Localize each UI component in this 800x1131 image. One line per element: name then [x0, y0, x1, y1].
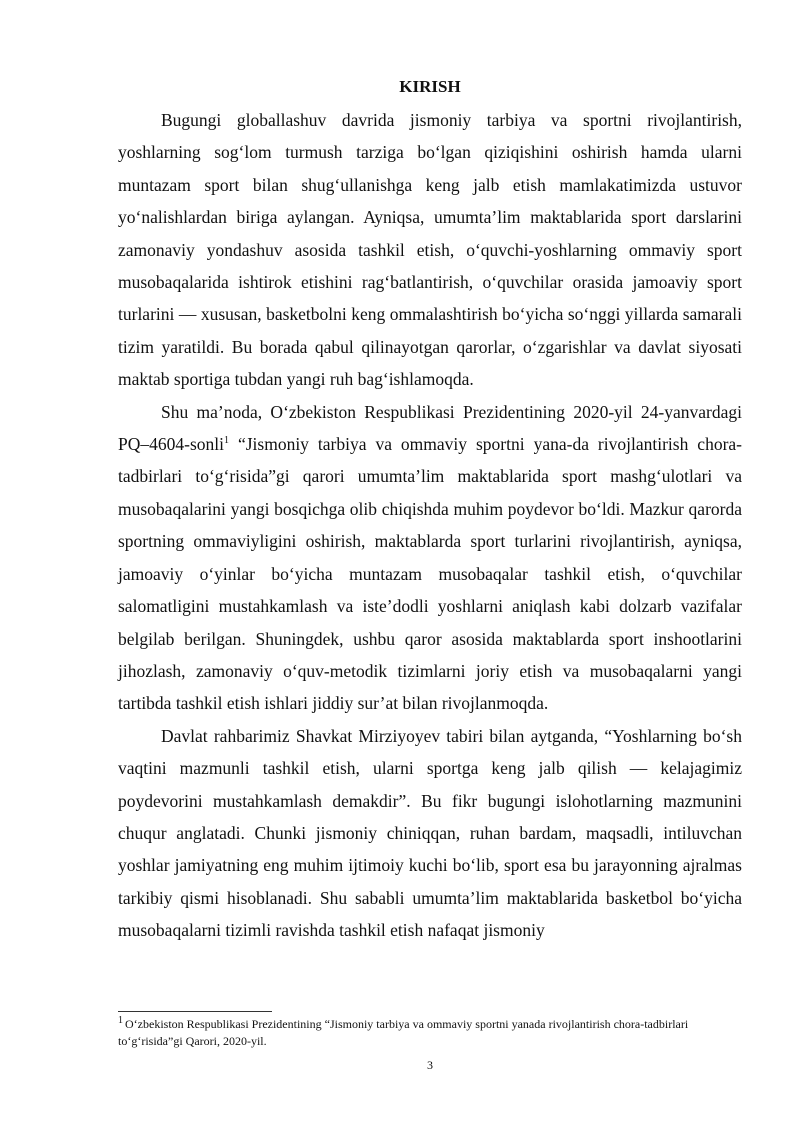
paragraph-3: Davlat rahbarimiz Shavkat Mirziyoyev tabiri bilan aytganda, “Yoshlarning bo‘sh vaqtini mazmunli tashkil etish, ularni sportga keng jalb qilish — kelajagimiz poydevorini mustahkamlash demakdir”. Bu fikr bugungi islohotlarning mazmunini chuqur anglatadi. Chunki jismoniy chiniqqan, ruhan bardam, maqsadli, intiluvchan yoshlar jamiyatning eng muhim ijtimoiy kuchi bo‘lib, sport esa bu jarayonning ajralmas tarkibiy qismi hisoblanadi. Shu sababli umumta’lim maktablarida basketbol bo‘yicha musobaqalarni tizimli ravishda tashkil etish nafaqat jismoniy: [118, 725, 742, 941]
document-body: [118, 70, 742, 947]
section-title: KIRISH: [399, 77, 461, 96]
page-number: 3: [427, 1058, 433, 1072]
paragraph-2-text-end: “Jismoniy tarbiya va ommaviy sportni yana-da rivojlantirish chora-tadbirlari to‘g‘risida”gi qarori umumta’lim maktablarida sport mashg‘ulotlari va musobaqalarini yangi bosqichga olib chiqishda muhim poydevor bo‘ldi. Mazkur qarorda sportning ommaviyligini oshirish, maktablarda sport turlarini rivojlantirish, ayniqsa, jamoaviy o‘yinlar bo‘yicha muntazam musobaqalar tashkil etish, o‘quvchilar salomatligini mustahkamlash va iste’dodli yoshlarni aniqlash kabi dolzarb vazifalar belgilab berilgan. Shuningdek, ushbu qaror asosida maktablarda sport inshootlarini jihozlash, zamonaviy o‘quv-metodik tizimlarni joriy etish va musobaqalarni yangi tartibda tashkil etish ishlari jiddiy sur’at bilan rivojlanmoqda.: [118, 434, 742, 714]
footnote-separator: [118, 1011, 272, 1012]
footnote-reference[interactable]: 1: [223, 435, 229, 447]
footnote: [118, 1016, 733, 1050]
footnote-marker: 1: [118, 1015, 123, 1026]
paragraph-2: [118, 396, 742, 720]
paragraph-2-text-start: Shu ma’noda, O‘zbekiston Respublikasi Prezidentining 2020-yil 24-yanvardagi PQ–4604-sonli: [118, 401, 742, 455]
footnote-text: O‘zbekiston Respublikasi Prezidentining “Jismoniy tarbiya va ommaviy sportni yanada rivojlantirish chora-tadbirlari to‘g‘risida”gi Qarori, 2020-yil.: [118, 1017, 689, 1048]
paragraph-1: Bugungi globallashuv davrida jismoniy tarbiya va sportni rivojlantirish, yoshlarning sog‘lom turmush tarziga bo‘lgan qiziqishini oshirish hamda ularni muntazam sport bilan shug‘ullanishga keng jalb etish mamlakatimizda ustuvor yo‘nalishlardan biriga aylangan. Ayniqsa, umumta’lim maktablarida sport darslarini zamonaviy yondashuv asosida tashkil etish, o‘quvchi-yoshlarning ommaviy sport musobaqalarida ishtirok etishini rag‘batlantirish, o‘quvchilar orasida jamoaviy sport turlarini — xususan, basketbolni keng ommalashtirish bo‘yicha so‘nggi yillarda samarali tizim yaratildi. Bu borada qabul qilinayotgan qarorlar, o‘zgarishlar va davlat siyosati maktab sportiga tubdan yangi ruh bag‘ishlamoqda.: [118, 110, 742, 390]
